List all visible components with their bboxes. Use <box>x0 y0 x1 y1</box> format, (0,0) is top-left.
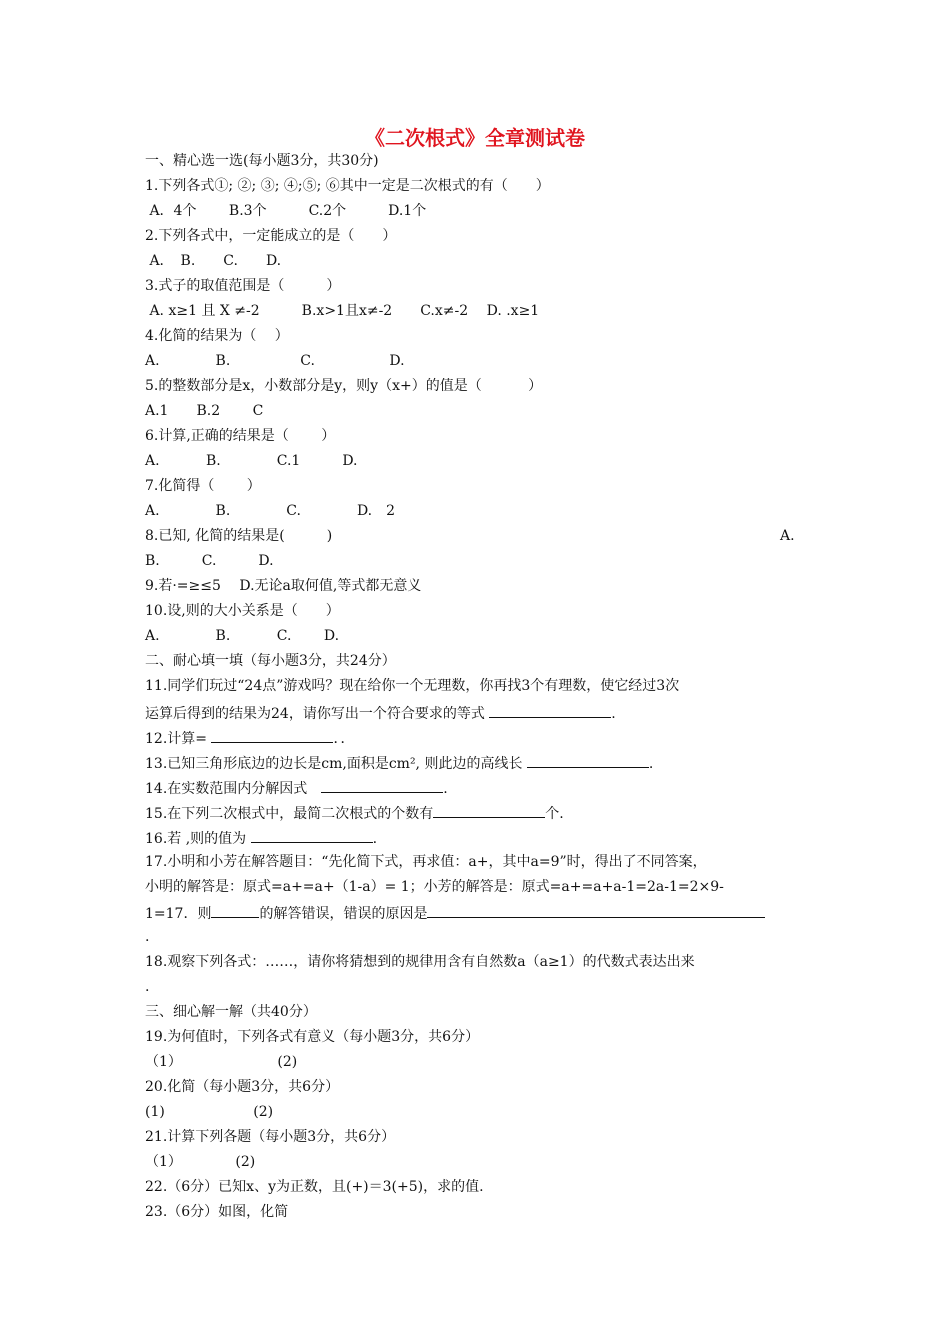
text-line <box>145 1003 317 1021</box>
text-line <box>145 828 377 848</box>
answer-blank[interactable] <box>427 903 765 918</box>
line-text: A. B. C.1 D. <box>145 453 358 469</box>
line-text: 1=17．则 <box>145 906 212 922</box>
line-text-after: ．． <box>333 731 355 747</box>
text-line <box>145 652 396 670</box>
line-text: 三、细心解一解（共40分） <box>145 1004 317 1020</box>
line-text: 23.（6分）如图，化简 <box>145 1204 289 1220</box>
text-line <box>145 953 695 971</box>
line-text: 16.若 ,则的值为 <box>145 831 251 847</box>
text-line <box>145 1078 339 1096</box>
text-line <box>145 778 448 798</box>
line-text: 7.化简得（ ） <box>145 478 261 494</box>
line-text: 5.的整数部分是x，小数部分是y，则y（x+）的值是（ ） <box>145 378 543 394</box>
line-text: 12.计算= <box>145 731 212 747</box>
text-line <box>145 703 616 723</box>
text-line <box>145 677 679 695</box>
text-line <box>145 377 542 395</box>
text-line <box>145 753 653 773</box>
line-text: 一、精心选一选(每小题3分，共30分) <box>145 153 379 169</box>
line-text: 11.同学们玩过“24点”游戏吗？现在给你一个无理数，你再找3个有理数，使它经过3次 <box>145 678 680 694</box>
line-text: 18.观察下列各式：……，请你将猜想到的规律用含有自然数a（a≥1）的代数式表达出来 <box>145 954 695 970</box>
line-text: 小明的解答是：原式=a+=a+（1-a）= 1；小芳的解答是：原式=a+=a+a-1=2a-1=2×9- <box>145 879 724 895</box>
line-text: B. C. D. <box>145 553 274 569</box>
text-line <box>145 728 354 748</box>
line-text: 3.式子的取值范围是（ ） <box>145 278 341 294</box>
line-text: A.1 B.2 C <box>145 403 264 419</box>
line-text: 14.在实数范围内分解因式 <box>145 781 322 797</box>
line-text: 17.小明和小芳在解答题目：“先化简下式，再求值：a+，其中a=9”时，得出了不同答案， <box>145 854 707 870</box>
line-text-after: . <box>443 781 448 797</box>
text-line <box>145 1028 479 1046</box>
text-line <box>145 152 379 170</box>
text-line <box>145 552 274 570</box>
line-text-after: . <box>648 756 654 772</box>
line-text: 6.计算,正确的结果是（ ） <box>145 428 336 444</box>
line-text: 二、耐心填一填（每小题3分，共24分） <box>145 653 396 669</box>
line-text: 20.化简（每小题3分，共6分） <box>145 1079 340 1095</box>
line-text-after: . <box>611 706 616 722</box>
text-line <box>145 352 405 370</box>
text-line <box>145 853 707 871</box>
line-text: 4.化简的结果为（ ） <box>145 328 289 344</box>
text-line <box>145 577 421 595</box>
text-line <box>145 1203 288 1221</box>
line-text-after: . <box>372 831 378 847</box>
text-line <box>145 402 263 420</box>
text-line <box>145 302 539 320</box>
line-text: (1) (2) <box>145 1104 274 1120</box>
text-line <box>145 903 765 923</box>
line-text: A. B. C. D. 2 <box>145 503 396 519</box>
line-text: （1） (2) <box>145 1154 256 1170</box>
text-line <box>145 627 339 645</box>
line-text: A. x≥1 且 X ≠-2 B.x>1且x≠-2 C.x≠-2 D. .x≥1 <box>145 303 540 319</box>
text-line <box>145 202 426 220</box>
line-text: 19.为何值时，下列各式有意义（每小题3分，共6分） <box>145 1029 480 1045</box>
line-text: 13.已知三角形底边的边长是cm,面积是cm², 则此边的高线长 <box>145 756 527 772</box>
line-text: 8.已知, 化简的结果是( ) <box>145 528 333 544</box>
line-text: 22.（6分）已知x、y为正数，且(+)＝3(+5)，求的值. <box>145 1179 484 1195</box>
line-text: 运算后得到的结果为24，请你写出一个符合要求的等式 <box>145 706 490 722</box>
answer-blank[interactable] <box>211 728 333 743</box>
line-text: 15.在下列二次根式中，最简二次根式的个数有 <box>145 806 434 822</box>
text-line <box>145 477 261 495</box>
text-line <box>145 327 289 345</box>
text-line <box>145 1128 395 1146</box>
text-line <box>145 978 149 996</box>
line-text: . <box>145 929 150 945</box>
answer-blank[interactable] <box>527 753 649 768</box>
text-line <box>145 227 396 245</box>
answer-blank[interactable] <box>489 703 611 718</box>
line-text: 2.下列各式中，一定能成立的是（ ） <box>145 228 397 244</box>
line-text-after: 个. <box>545 806 564 822</box>
line-text: 1.下列各式①; ②; ③; ④;⑤; ⑥其中一定是二次根式的有（ ） <box>145 178 550 194</box>
text-line <box>145 1053 297 1071</box>
line-text: 10.设,则的大小关系是（ ） <box>145 603 340 619</box>
text-line <box>145 502 395 520</box>
line-text: A．4个 B.3个 C.2个 D.1个 <box>145 203 427 219</box>
text-line <box>145 1153 255 1171</box>
page-title: 《二次根式》全章测试卷 <box>365 126 585 150</box>
line-text: 9.若·=≥≤5 D.无论a取何值,等式都无意义 <box>145 578 422 594</box>
line-text: A. B. C. D. <box>145 628 340 644</box>
text-line <box>145 602 340 620</box>
line-text: . <box>145 979 150 995</box>
text-line <box>145 252 281 270</box>
text-line <box>145 177 550 195</box>
answer-blank[interactable] <box>211 903 259 918</box>
text-line <box>145 427 335 445</box>
text-line <box>145 452 358 470</box>
text-line <box>145 1103 273 1121</box>
text-line <box>145 878 724 896</box>
answer-blank[interactable] <box>433 803 545 818</box>
text-line <box>145 277 340 295</box>
line-text: （1） (2) <box>145 1054 298 1070</box>
text-line <box>145 527 332 545</box>
answer-blank[interactable] <box>251 828 373 843</box>
line-text: 21.计算下列各题（每小题3分，共6分） <box>145 1129 396 1145</box>
line-text: A． B. C. D. <box>145 253 282 269</box>
text-line <box>145 1178 484 1196</box>
answer-blank[interactable] <box>321 778 443 793</box>
line-text-after: 的解答错误，错误的原因是 <box>259 906 428 922</box>
text-line <box>145 803 564 823</box>
line-text: A. B. C. D. <box>145 353 405 369</box>
option-label-right: A. <box>780 528 795 544</box>
text-line <box>145 928 149 946</box>
